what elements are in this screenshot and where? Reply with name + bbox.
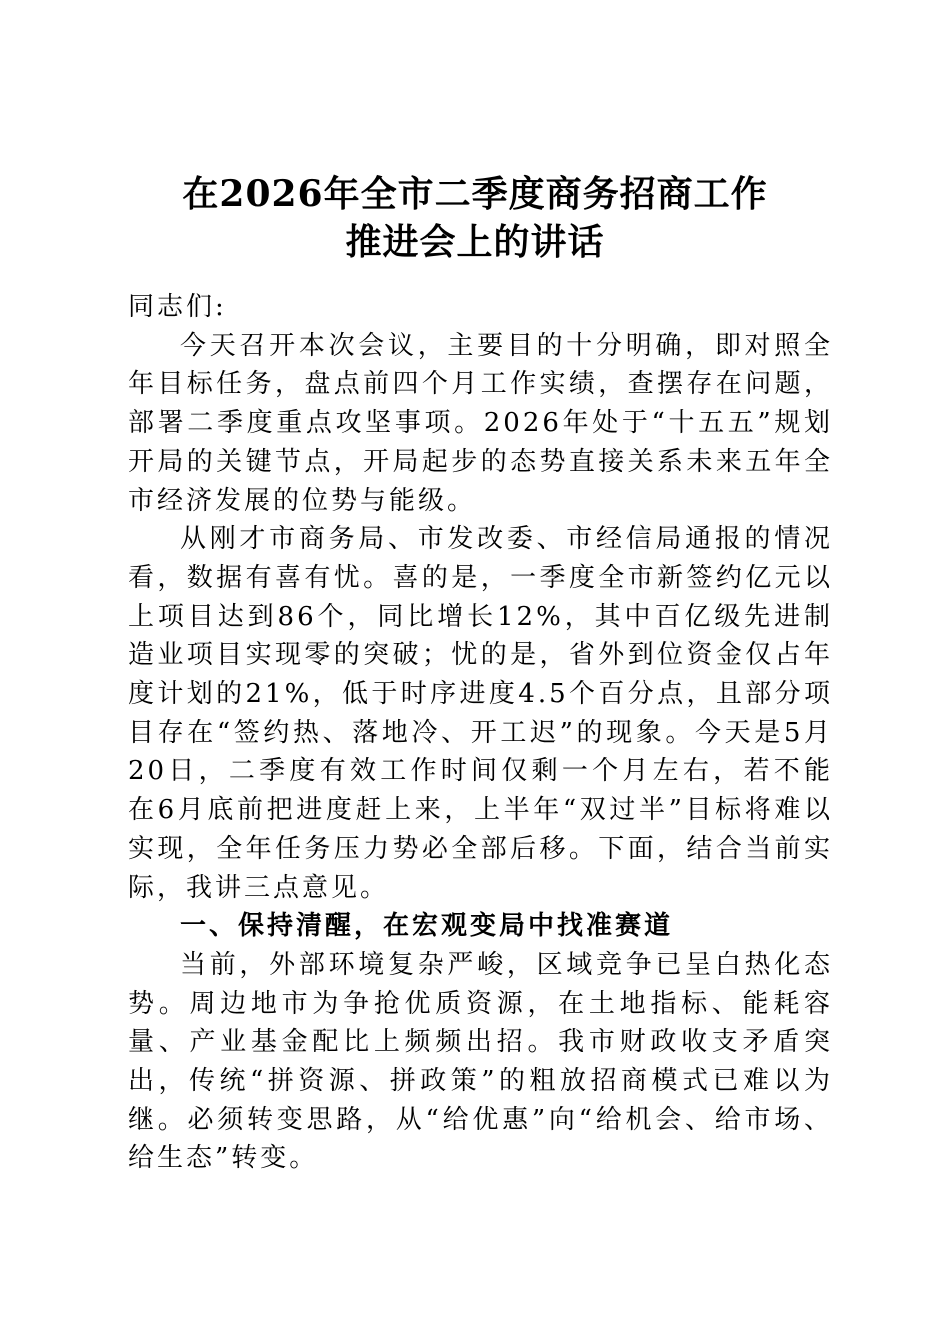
section-1-paragraph: 当前，外部环境复杂严峻，区域竞争已呈白热化态势。周边地市为争抢优质资源，在土地指标、能耗容量、产业基金配比上频频出招。我市财政收支矛盾突出，传统“拼资源、拼政策”的粗放招商模式已难以为继。必须转变思路，从“给优惠”向“给机会、给市场、给生态”转变。 <box>128 949 833 1174</box>
salutation: 同志们: <box>128 292 227 322</box>
document-title-line-1: 在2026年全市二季度商务招商工作 <box>182 173 768 215</box>
paragraph-opening: 今天召开本次会议，主要目的十分明确，即对照全年目标任务，盘点前四个月工作实绩，查摆存在问题，部署二季度重点攻坚事项。2026年处于“十五五”规划开局的关键节点，开局起步的态势直接关系未来五年全市经济发展的位势与能级。 <box>128 330 833 516</box>
paragraph-situation: 从刚才市商务局、市发改委、市经信局通报的情况看，数据有喜有忧。喜的是，一季度全市新签约亿元以上项目达到86个，同比增长12%，其中百亿级先进制造业项目实现零的突破；忧的是，省外到位资金仅占年度计划的21%，低于时序进度4.5个百分点，且部分项目存在“签约热、落地冷、开工迟”的现象。今天是5月20日，二季度有效工作时间仅剩一个月左右，若不能在6月底前把进度赶上来，上半年“双过半”目标将难以实现，全年任务压力势必全部后移。下面，结合当前实际，我讲三点意见。 <box>128 524 833 903</box>
document-title-line-2: 推进会上的讲话 <box>345 221 605 263</box>
section-heading-1: 一、保持清醒，在宏观变局中找准赛道 <box>180 911 674 942</box>
document-body <box>128 288 833 1178</box>
